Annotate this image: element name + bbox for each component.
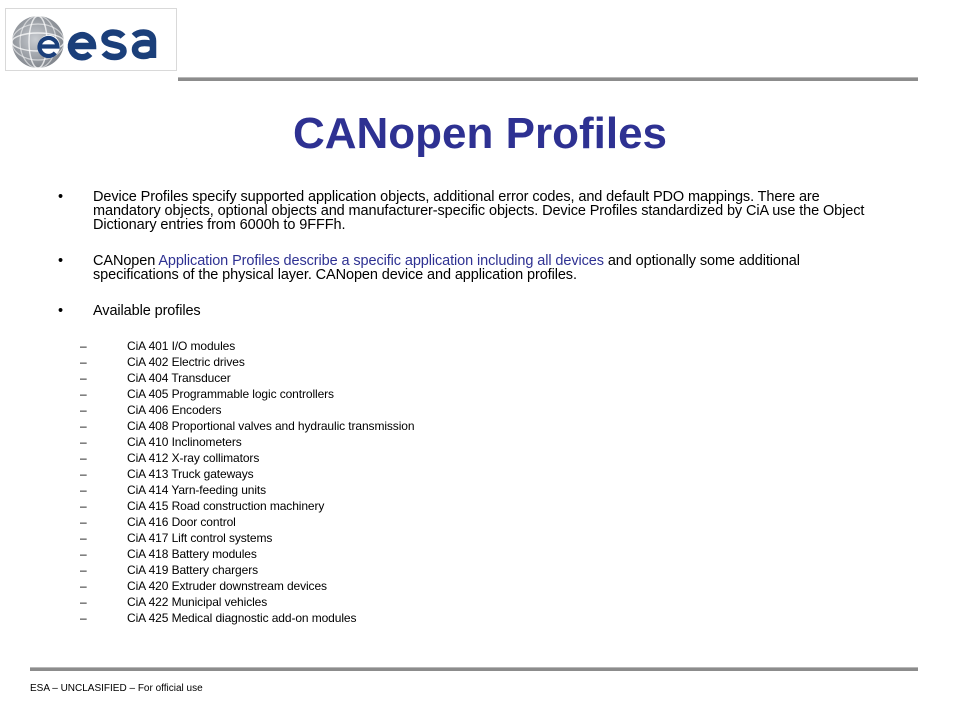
- dash-marker: –: [80, 451, 87, 465]
- list-item: [80, 498, 888, 514]
- bullet-text-prefix: CANopen: [93, 253, 159, 269]
- dash-marker: –: [80, 371, 87, 385]
- dash-marker: –: [80, 531, 87, 545]
- list-item: [80, 450, 888, 466]
- bullet-marker: •: [58, 253, 63, 269]
- list-item: [80, 530, 888, 546]
- dash-marker: –: [80, 595, 87, 609]
- list-item: [80, 386, 888, 402]
- dash-marker: –: [80, 339, 87, 353]
- profile-label: CiA 422 Municipal vehicles: [127, 595, 268, 609]
- list-item: [80, 466, 888, 482]
- list-item: [80, 610, 888, 626]
- footer-rule: [30, 667, 918, 671]
- dash-marker: –: [80, 387, 87, 401]
- dash-marker: –: [80, 483, 87, 497]
- list-item: [80, 594, 888, 610]
- list-item: [80, 482, 888, 498]
- bullet-text: Device Profiles specify supported application objects, additional error codes, and default PDO mappings. There are mandatory objects, optional objects and manufacturer-specific objects. Device Profiles standardized by CiA use the Object Dictionary entries from 6000h to 9FFFh.: [93, 189, 865, 233]
- profile-label: CiA 418 Battery modules: [127, 547, 257, 561]
- dash-marker: –: [80, 579, 87, 593]
- profile-label: CiA 420 Extruder downstream devices: [127, 579, 327, 593]
- bullet-available-profiles: [58, 304, 888, 626]
- profile-label: CiA 412 X-ray collimators: [127, 451, 260, 465]
- dash-marker: –: [80, 563, 87, 577]
- esa-logo: [5, 8, 177, 71]
- profile-label: CiA 417 Lift control systems: [127, 531, 273, 545]
- profile-label: CiA 416 Door control: [127, 515, 236, 529]
- profile-label: CiA 401 I/O modules: [127, 339, 236, 353]
- profile-label: CiA 419 Battery chargers: [127, 563, 259, 577]
- bullet-application-profiles: [58, 254, 888, 282]
- dash-marker: –: [80, 547, 87, 561]
- footer-classification: ESA – UNCLASIFIED – For official use: [30, 683, 203, 694]
- bullet-text-suffix: and optionally some additional specifications of the physical layer. CANopen device and application profiles.: [93, 253, 800, 283]
- profile-label: CiA 414 Yarn-feeding units: [127, 483, 267, 497]
- dash-marker: –: [80, 499, 87, 513]
- bullet-text: Available profiles: [93, 303, 201, 319]
- profile-label: CiA 405 Programmable logic controllers: [127, 387, 334, 401]
- list-item: [80, 434, 888, 450]
- bullet-marker: •: [58, 303, 63, 319]
- header-rule: [178, 77, 918, 81]
- dash-marker: –: [80, 403, 87, 417]
- list-item: [80, 578, 888, 594]
- list-item: [80, 370, 888, 386]
- profile-label: CiA 402 Electric drives: [127, 355, 245, 369]
- list-item: [80, 546, 888, 562]
- list-item: [80, 562, 888, 578]
- dash-marker: –: [80, 515, 87, 529]
- bullet-highlight-text: Application Profiles describe a specific application including all devices: [158, 253, 604, 269]
- list-item: [80, 418, 888, 434]
- profile-label: CiA 425 Medical diagnostic add-on modules: [127, 611, 357, 625]
- profile-label: CiA 410 Inclinometers: [127, 435, 242, 449]
- profile-label: CiA 415 Road construction machinery: [127, 499, 325, 513]
- profile-label: CiA 406 Encoders: [127, 403, 222, 417]
- list-item: [80, 402, 888, 418]
- profile-label: CiA 408 Proportional valves and hydraulic transmission: [127, 419, 415, 433]
- bullet-marker: •: [58, 189, 63, 205]
- list-item: [80, 354, 888, 370]
- esa-logo-icon: [6, 9, 176, 70]
- bullet-device-profiles: [58, 190, 888, 232]
- list-item: [80, 514, 888, 530]
- profile-label: CiA 404 Transducer: [127, 371, 231, 385]
- dash-marker: –: [80, 611, 87, 625]
- dash-marker: –: [80, 355, 87, 369]
- profiles-list: [80, 338, 888, 626]
- list-item: [80, 338, 888, 354]
- dash-marker: –: [80, 467, 87, 481]
- dash-marker: –: [80, 435, 87, 449]
- dash-marker: –: [80, 419, 87, 433]
- bullet-list: [58, 190, 888, 626]
- slide-title: CANopen Profiles: [292, 109, 668, 158]
- profile-label: CiA 413 Truck gateways: [127, 467, 254, 481]
